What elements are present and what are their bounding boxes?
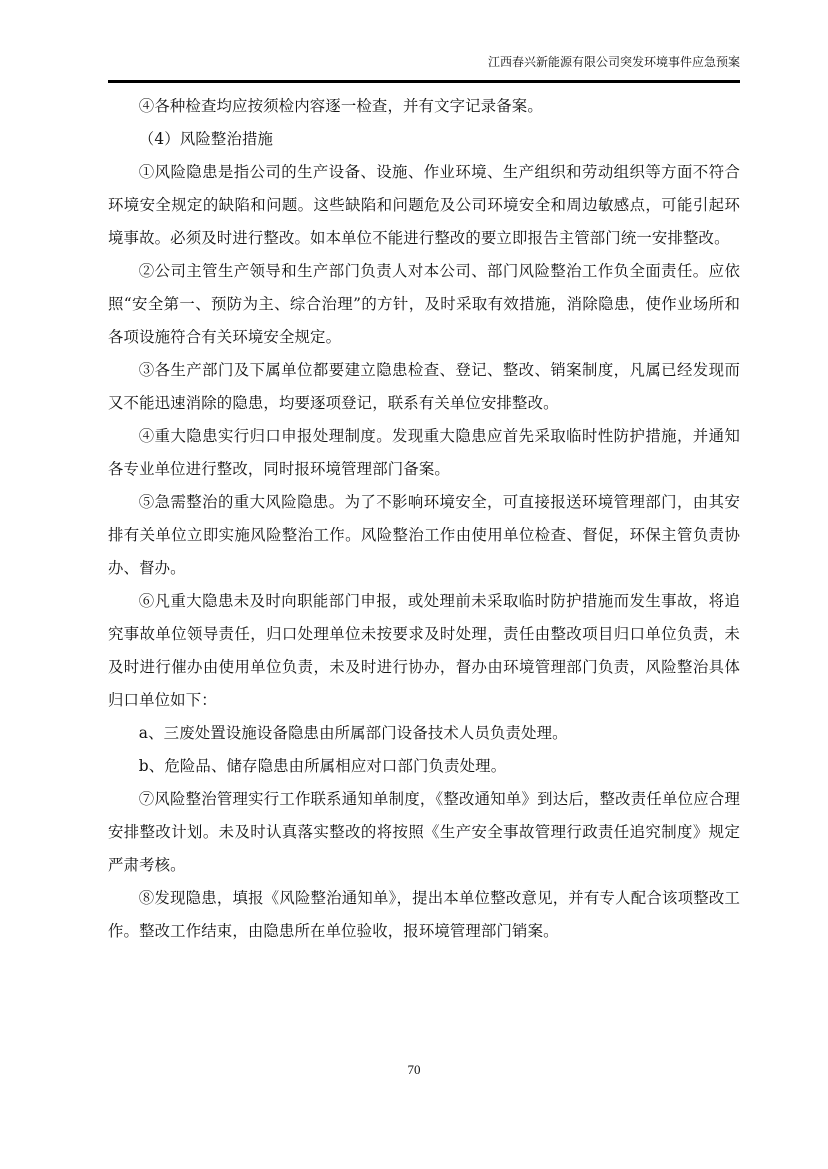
section-heading-risk-measures: （4）风险整治措施: [138, 130, 274, 148]
paragraph-hazard-notice-form: ⑧发现隐患，填报《风险整治通知单》，提出本单位整改意见，并有专人配合该项整改工作。整改工作结束，由隐患所在单位验收，报环境管理部门销案。: [108, 889, 740, 940]
paragraph-hazard-registration: ③各生产部门及下属单位都要建立隐患检查、登记、整改、销案制度，凡属已经发现而又不能迅速消除的隐患，均要逐项登记，联系有关单位安排整改。: [108, 361, 740, 412]
paragraph-check-records: ④各种检查均应按须检内容逐一检查，并有文字记录备案。: [138, 97, 543, 115]
paragraph-leader-responsibility: ②公司主管生产领导和生产部门负责人对本公司、部门风险整治工作负全面责任。应依照“安全第一、预防为主、综合治理”的方针，及时采取有效措施，消除隐患，使作业场所和各项设施符合有关环境安全规定。: [108, 262, 740, 346]
paragraph-hazard-definition: ①风险隐患是指公司的生产设备、设施、作业环境、生产组织和劳动组织等方面不符合环境安全规定的缺陷和问题。这些缺陷和问题危及公司环境安全和周边敏感点，可能引起环境事故。必须及时进行整改。如本单位不能进行整改的要立即报告主管部门统一安排整改。: [108, 163, 740, 247]
page-number: 70: [407, 1062, 421, 1077]
paragraph-notice-system: ⑦风险整治管理实行工作联系通知单制度，《整改通知单》到达后，整改责任单位应合理安排整改计划。未及时认真落实整改的将按照《生产安全事故管理行政责任追究制度》规定严肃考核。: [108, 790, 740, 874]
paragraph-major-hazard-reporting: ④重大隐患实行归口申报处理制度。发现重大隐患应首先采取临时性防护措施，并通知各专业单位进行整改，同时报环境管理部门备案。: [108, 427, 740, 478]
paragraph-urgent-rectification: ⑤急需整治的重大风险隐患。为了不影响环境安全，可直接报送环境管理部门，由其安排有关单位立即实施风险整治工作。风险整治工作由使用单位检查、督促，环保主管负责协办、督办。: [108, 493, 740, 577]
list-item-hazardous-storage: b、危险品、储存隐患由所属相应对口部门负责处理。: [138, 757, 507, 775]
paragraph-accountability: ⑥凡重大隐患未及时向职能部门申报，或处理前未采取临时防护措施而发生事故，将追究事故单位领导责任，归口处理单位未按要求及时处理，责任由整改项目归口单位负责，未及时进行催办由使用单位负责，未及时进行协办，督办由环境管理部门负责，风险整治具体归口单位如下：: [108, 592, 740, 709]
list-item-waste-facilities: a、三废处置设施设备隐患由所属部门设备技术人员负责处理。: [138, 724, 568, 742]
body-text: [108, 90, 740, 948]
running-header: 江西春兴新能源有限公司突发环境事件应急预案: [487, 55, 740, 69]
header-rule: [108, 80, 740, 83]
